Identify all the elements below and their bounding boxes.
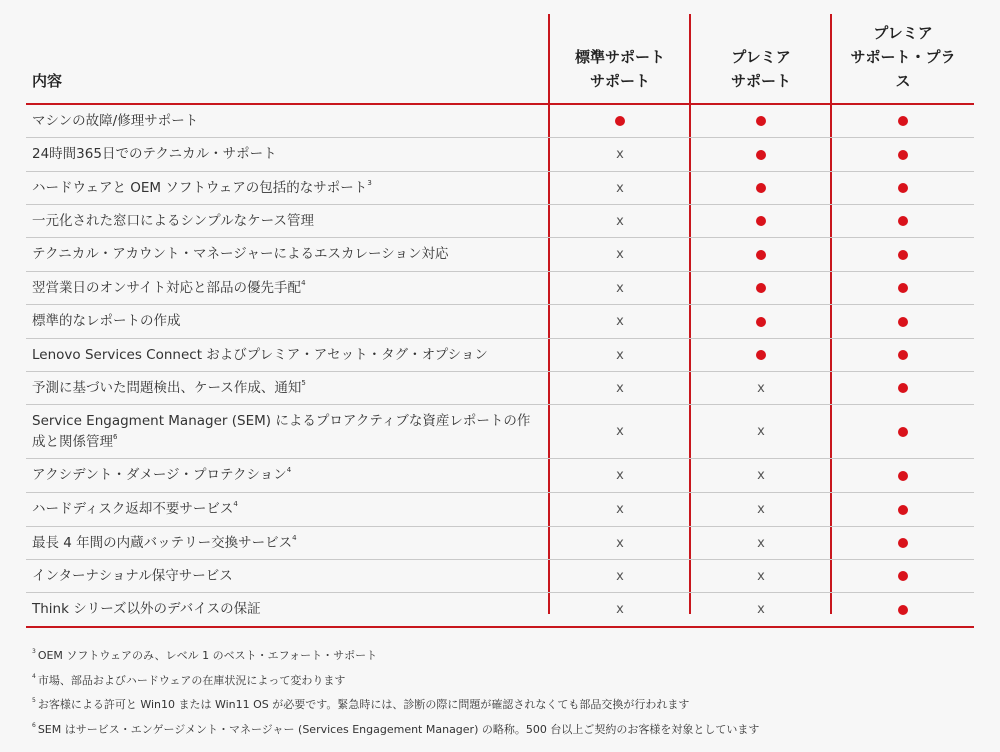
table-cell	[550, 105, 690, 137]
included-dot-icon	[756, 216, 766, 226]
not-included-mark: x	[616, 502, 624, 517]
footnote-number: 4	[32, 672, 36, 680]
not-included-mark: x	[616, 147, 624, 162]
not-included-mark: x	[757, 602, 765, 617]
feature-label	[26, 311, 542, 332]
included-dot-icon	[898, 571, 908, 581]
not-included-mark: x	[616, 468, 624, 483]
feature-text: 予測に基づいた問題検出、ケース作成、通知	[32, 379, 302, 396]
not-included-mark: x	[757, 380, 765, 396]
table-row	[26, 339, 974, 372]
table-row	[26, 238, 974, 272]
feature-text: テクニカル・アカウント・マネージャーによるエスカレーション対応	[32, 246, 449, 262]
table-cell	[832, 272, 974, 304]
header-line: プレミア	[731, 48, 791, 66]
feature-text: 一元化された窓口によるシンプルなケース管理	[32, 212, 314, 229]
included-dot-icon	[756, 317, 766, 327]
table-cell	[832, 493, 974, 526]
not-included-mark: x	[616, 602, 624, 617]
included-dot-icon	[898, 383, 908, 393]
table-cell	[691, 493, 831, 526]
footnote-text: SEM はサービス・エンゲージメント・マネージャー (Services Engagement Manager) の略称。500 台以上ご契約のお客様を対象としています	[37, 722, 760, 736]
table-cell	[832, 405, 974, 458]
table-cell	[691, 339, 831, 371]
feature-label	[26, 144, 542, 165]
not-included-mark: x	[616, 280, 624, 296]
feature-text: インターナショナル保守サービス	[32, 567, 233, 584]
not-included-mark: x	[757, 535, 765, 551]
header-line: プレミア	[873, 24, 933, 42]
table-cell	[691, 593, 831, 626]
table-row	[26, 527, 974, 560]
feature-text: Think シリーズ以外のデバイスの保証	[32, 601, 261, 617]
table-row	[26, 593, 974, 628]
table-cell	[550, 305, 690, 338]
feature-text: Lenovo Services Connect およびプレミア・アセット・タグ・オプション	[32, 346, 488, 363]
included-dot-icon	[898, 216, 908, 226]
not-included-mark: x	[616, 347, 624, 363]
feature-text: ハードウェアと OEM ソフトウェアの包括的なサポート	[32, 179, 368, 196]
header-premier-support-plus	[832, 21, 974, 93]
header-standard-support	[550, 45, 690, 93]
not-included-mark: x	[616, 213, 624, 229]
table-row	[26, 560, 974, 593]
feature-text: アクシデント・ダメージ・プロテクション	[32, 467, 287, 483]
header-line: サポート	[730, 72, 791, 90]
table-cell	[550, 459, 690, 492]
feature-label	[26, 566, 542, 587]
not-included-mark: x	[616, 424, 624, 439]
table-cell	[832, 172, 974, 204]
footnote-text: OEM ソフトウェアのみ、レベル 1 のベスト・エフォート・サポート	[37, 649, 378, 662]
header-line: 標準サポート	[574, 48, 665, 66]
table-row	[26, 405, 974, 459]
table-cell	[550, 205, 690, 237]
footnote-ref: 5	[301, 378, 306, 387]
table-cell	[832, 138, 974, 171]
included-dot-icon	[756, 250, 766, 260]
not-included-mark: x	[757, 568, 765, 584]
included-dot-icon	[898, 317, 908, 327]
footnote-number: 3	[32, 648, 36, 655]
table-cell	[832, 238, 974, 271]
table-cell	[550, 593, 690, 626]
footnote	[32, 673, 759, 698]
not-included-mark: x	[757, 468, 765, 483]
included-dot-icon	[756, 150, 766, 160]
included-dot-icon	[756, 350, 766, 360]
table-row	[26, 493, 974, 527]
table-cell	[691, 272, 831, 304]
footnotes	[32, 648, 759, 746]
table-cell	[550, 527, 690, 559]
table-cell	[691, 305, 831, 338]
table-cell	[550, 372, 690, 404]
footnote-ref: 4	[292, 533, 297, 542]
footnote-text: お客様による許可と Win10 または Win11 OS が必要です。緊急時には、診断の際に問題が確認されなくても部品交換が行われます	[37, 698, 690, 711]
feature-label	[26, 278, 542, 299]
table-cell	[691, 405, 831, 458]
footnote-number: 6	[32, 721, 36, 729]
feature-label	[26, 499, 542, 520]
footnote	[32, 648, 759, 673]
not-included-mark: x	[757, 502, 765, 517]
table-header	[26, 14, 974, 105]
header-line: サポート	[589, 72, 650, 90]
feature-text: ハードディスク返却不要サービス	[32, 501, 234, 517]
included-dot-icon	[898, 471, 908, 481]
feature-label	[26, 411, 542, 453]
feature-label	[26, 211, 542, 232]
included-dot-icon	[898, 538, 908, 548]
footnote-ref: 4	[286, 466, 292, 474]
table-cell	[832, 560, 974, 592]
table-cell	[550, 172, 690, 204]
footnote-ref: 4	[301, 278, 306, 287]
table-row	[26, 138, 974, 172]
included-dot-icon	[898, 116, 908, 126]
header-content: 内容	[32, 72, 63, 90]
table-cell	[550, 493, 690, 526]
table-cell	[691, 105, 831, 137]
included-dot-icon	[898, 283, 908, 293]
table-cell	[832, 527, 974, 559]
feature-label	[26, 533, 542, 554]
table-cell	[832, 372, 974, 404]
table-row	[26, 105, 974, 138]
feature-text: 24時間365日でのテクニカル・サポート	[32, 146, 277, 162]
footnote-ref: 6	[113, 432, 118, 441]
footnote-text: 市場、部品およびハードウェアの在庫状況によって変わります	[37, 673, 346, 687]
header-line: サポート・プラ	[850, 48, 956, 66]
feature-label	[26, 178, 542, 199]
feature-text: マシンの故障/修理サポート	[32, 112, 199, 129]
table-cell	[691, 138, 831, 171]
included-dot-icon	[756, 183, 766, 193]
table-row	[26, 272, 974, 305]
feature-text: 翌営業日のオンサイト対応と部品の優先手配	[32, 279, 302, 296]
feature-text: 標準的なレポートの作成	[32, 313, 181, 329]
table-cell	[691, 238, 831, 271]
table-cell	[832, 459, 974, 492]
included-dot-icon	[898, 505, 908, 515]
feature-label	[26, 599, 542, 620]
table-row	[26, 172, 974, 205]
table-cell	[550, 272, 690, 304]
included-dot-icon	[898, 350, 908, 360]
not-included-mark: x	[757, 424, 765, 439]
table-cell	[691, 372, 831, 404]
feature-label	[26, 244, 542, 265]
not-included-mark: x	[616, 535, 624, 551]
table-cell	[550, 405, 690, 458]
not-included-mark: x	[616, 380, 624, 396]
table-cell	[832, 339, 974, 371]
footnote	[32, 697, 759, 722]
footnote-ref: 4	[233, 500, 238, 508]
included-dot-icon	[898, 427, 908, 437]
footnote-number: 5	[32, 697, 36, 704]
feature-label	[26, 465, 542, 486]
not-included-mark: x	[616, 180, 624, 196]
header-line: ス	[895, 72, 911, 90]
table-cell	[550, 560, 690, 592]
not-included-mark: x	[616, 314, 624, 329]
included-dot-icon	[898, 183, 908, 193]
table-cell	[550, 238, 690, 271]
included-dot-icon	[756, 116, 766, 126]
table-cell	[691, 205, 831, 237]
table-cell	[832, 593, 974, 626]
table-row	[26, 305, 974, 339]
not-included-mark: x	[616, 568, 624, 584]
table-body	[26, 105, 974, 628]
table-row	[26, 205, 974, 238]
included-dot-icon	[898, 250, 908, 260]
table-cell	[832, 305, 974, 338]
table-cell	[832, 105, 974, 137]
table-cell	[691, 527, 831, 559]
table-row	[26, 459, 974, 493]
table-cell	[550, 138, 690, 171]
header-premier-support	[691, 45, 831, 93]
feature-label	[26, 345, 542, 366]
included-dot-icon	[615, 116, 625, 126]
footnote-ref: 3	[367, 178, 372, 187]
table-cell	[691, 172, 831, 204]
not-included-mark: x	[616, 247, 624, 262]
feature-label	[26, 111, 542, 132]
included-dot-icon	[756, 283, 766, 293]
footnote	[32, 722, 759, 747]
feature-label	[26, 378, 542, 399]
feature-text: 最長 4 年間の内蔵バッテリー交換サービス	[32, 534, 293, 551]
comparison-table	[26, 14, 974, 628]
table-cell	[550, 339, 690, 371]
table-row	[26, 372, 974, 405]
included-dot-icon	[898, 150, 908, 160]
table-cell	[691, 459, 831, 492]
table-cell	[832, 205, 974, 237]
feature-text: Service Engagment Manager (SEM) によるプロアクティブな資産レポートの作成と関係管理	[32, 412, 531, 450]
included-dot-icon	[898, 605, 908, 615]
table-cell	[691, 560, 831, 592]
